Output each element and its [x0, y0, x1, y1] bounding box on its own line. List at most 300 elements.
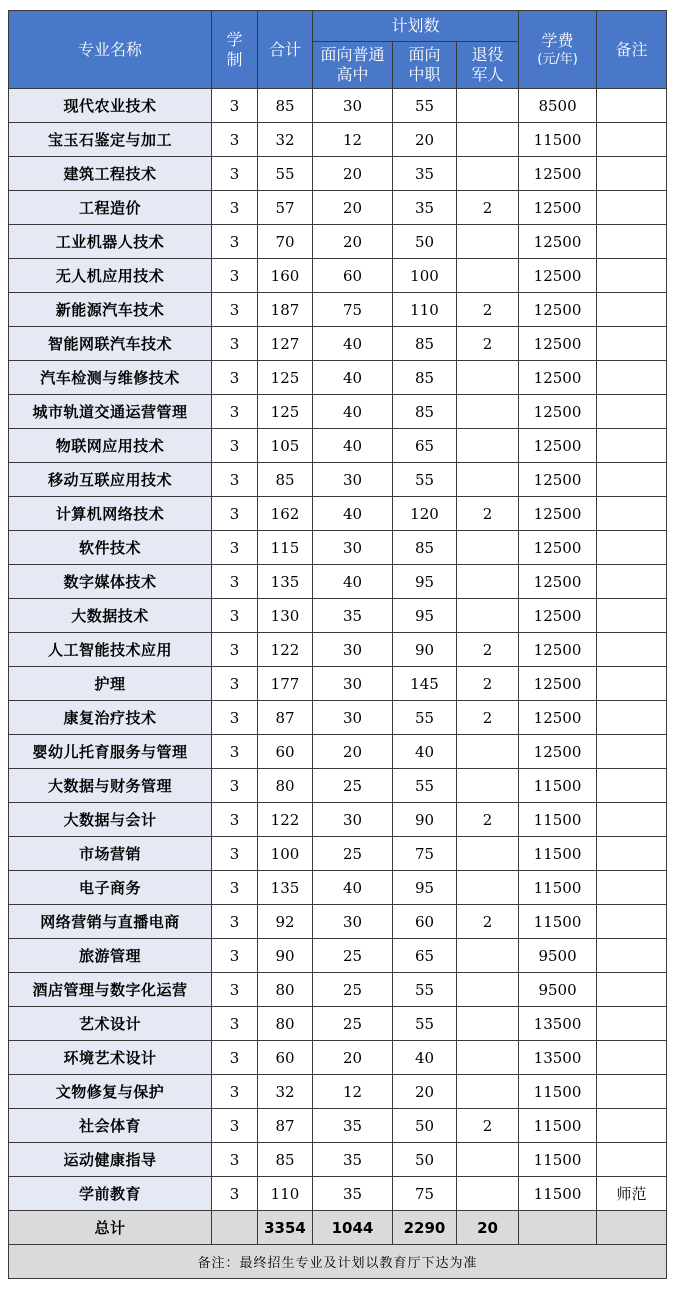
cell-plan-zz: 95 — [393, 565, 457, 599]
cell-plan-gz: 75 — [313, 293, 393, 327]
cell-total: 55 — [258, 157, 313, 191]
cell-major: 康复治疗技术 — [9, 701, 212, 735]
cell-plan-gz: 30 — [313, 531, 393, 565]
table-row — [9, 429, 667, 463]
cell-plan-zz: 55 — [393, 973, 457, 1007]
cell-plan-gz: 30 — [313, 463, 393, 497]
cell-note — [597, 1143, 667, 1177]
cell-plan-zz: 40 — [393, 735, 457, 769]
table-row — [9, 905, 667, 939]
cell-xuezhi: 3 — [212, 667, 258, 701]
cell-plan-ty — [457, 259, 519, 293]
cell-total: 57 — [258, 191, 313, 225]
cell-fee: 11500 — [519, 871, 597, 905]
cell-total: 125 — [258, 395, 313, 429]
cell-fee: 11500 — [519, 769, 597, 803]
cell-plan-gz: 20 — [313, 1041, 393, 1075]
cell-fee: 11500 — [519, 905, 597, 939]
cell-fee: 13500 — [519, 1007, 597, 1041]
cell-plan-ty — [457, 837, 519, 871]
cell-xuezhi: 3 — [212, 871, 258, 905]
cell-plan-ty: 2 — [457, 1109, 519, 1143]
cell-fee: 12500 — [519, 701, 597, 735]
cell-major: 大数据与财务管理 — [9, 769, 212, 803]
cell-note — [597, 531, 667, 565]
cell-xuezhi: 3 — [212, 973, 258, 1007]
cell-plan-zz: 65 — [393, 939, 457, 973]
table-row — [9, 701, 667, 735]
cell-total: 85 — [258, 1143, 313, 1177]
cell-fee: 12500 — [519, 531, 597, 565]
table-row — [9, 769, 667, 803]
table-row — [9, 837, 667, 871]
cell-plan-ty — [457, 429, 519, 463]
cell-plan-ty — [457, 463, 519, 497]
cell-plan-gz: 40 — [313, 327, 393, 361]
cell-xuezhi: 3 — [212, 1177, 258, 1211]
cell-note — [597, 633, 667, 667]
footer-note: 备注：最终招生专业及计划以教育厅下达为准 — [9, 1245, 667, 1279]
cell-xuezhi: 3 — [212, 429, 258, 463]
cell-fee: 12500 — [519, 259, 597, 293]
header-xuezhi-text: 学制 — [226, 29, 243, 69]
cell-note — [597, 123, 667, 157]
table-row — [9, 1075, 667, 1109]
table-row — [9, 497, 667, 531]
totals-note — [597, 1211, 667, 1245]
cell-fee: 12500 — [519, 599, 597, 633]
cell-major: 旅游管理 — [9, 939, 212, 973]
cell-major: 宝玉石鉴定与加工 — [9, 123, 212, 157]
totals-label: 总计 — [9, 1211, 212, 1245]
header-major: 专业名称 — [9, 11, 212, 89]
cell-xuezhi: 3 — [212, 293, 258, 327]
cell-total: 135 — [258, 565, 313, 599]
cell-note — [597, 939, 667, 973]
cell-note — [597, 667, 667, 701]
cell-fee: 11500 — [519, 1143, 597, 1177]
table-row — [9, 531, 667, 565]
table-row — [9, 1109, 667, 1143]
cell-plan-ty — [457, 769, 519, 803]
cell-note — [597, 769, 667, 803]
cell-plan-zz: 35 — [393, 191, 457, 225]
header-plan-gz — [313, 42, 393, 89]
cell-note — [597, 1007, 667, 1041]
cell-note — [597, 701, 667, 735]
cell-plan-zz: 55 — [393, 769, 457, 803]
cell-plan-gz: 25 — [313, 837, 393, 871]
cell-xuezhi: 3 — [212, 327, 258, 361]
cell-xuezhi: 3 — [212, 89, 258, 123]
cell-plan-ty: 2 — [457, 191, 519, 225]
cell-plan-ty: 2 — [457, 633, 519, 667]
cell-note — [597, 871, 667, 905]
cell-xuezhi: 3 — [212, 123, 258, 157]
cell-note — [597, 1075, 667, 1109]
cell-plan-ty — [457, 1177, 519, 1211]
cell-total: 122 — [258, 633, 313, 667]
cell-total: 60 — [258, 735, 313, 769]
cell-plan-ty — [457, 123, 519, 157]
cell-xuezhi: 3 — [212, 361, 258, 395]
enrollment-plan-table-container — [8, 10, 666, 1279]
cell-total: 110 — [258, 1177, 313, 1211]
header-plan: 计划数 — [313, 11, 519, 42]
cell-plan-gz: 30 — [313, 803, 393, 837]
header-fee-unit: (元/年) — [537, 51, 578, 67]
cell-plan-gz: 40 — [313, 565, 393, 599]
cell-plan-ty — [457, 1075, 519, 1109]
cell-plan-zz: 95 — [393, 871, 457, 905]
cell-plan-gz: 30 — [313, 905, 393, 939]
cell-plan-zz: 110 — [393, 293, 457, 327]
cell-plan-ty — [457, 225, 519, 259]
cell-plan-ty — [457, 939, 519, 973]
cell-plan-ty: 2 — [457, 803, 519, 837]
cell-plan-gz: 35 — [313, 599, 393, 633]
cell-plan-gz: 30 — [313, 633, 393, 667]
cell-plan-ty — [457, 1041, 519, 1075]
cell-total: 70 — [258, 225, 313, 259]
cell-note — [597, 803, 667, 837]
cell-plan-zz: 50 — [393, 225, 457, 259]
cell-fee: 12500 — [519, 429, 597, 463]
header-plan-zz-text: 面向中职 — [408, 45, 441, 84]
table-row — [9, 1177, 667, 1211]
cell-plan-gz: 30 — [313, 701, 393, 735]
cell-xuezhi: 3 — [212, 463, 258, 497]
cell-fee: 11500 — [519, 803, 597, 837]
cell-major: 移动互联应用技术 — [9, 463, 212, 497]
cell-xuezhi: 3 — [212, 1143, 258, 1177]
cell-fee: 12500 — [519, 735, 597, 769]
cell-note — [597, 259, 667, 293]
cell-fee: 13500 — [519, 1041, 597, 1075]
cell-total: 87 — [258, 1109, 313, 1143]
cell-plan-zz: 60 — [393, 905, 457, 939]
table-row — [9, 225, 667, 259]
cell-note — [597, 497, 667, 531]
table-row — [9, 633, 667, 667]
cell-major: 婴幼儿托育服务与管理 — [9, 735, 212, 769]
cell-plan-gz: 40 — [313, 429, 393, 463]
cell-major: 文物修复与保护 — [9, 1075, 212, 1109]
cell-plan-zz: 55 — [393, 89, 457, 123]
cell-total: 125 — [258, 361, 313, 395]
cell-fee: 12500 — [519, 157, 597, 191]
cell-plan-zz: 85 — [393, 327, 457, 361]
table-row — [9, 157, 667, 191]
cell-plan-gz: 40 — [313, 395, 393, 429]
cell-major: 智能网联汽车技术 — [9, 327, 212, 361]
cell-plan-zz: 55 — [393, 701, 457, 735]
cell-plan-gz: 25 — [313, 1007, 393, 1041]
header-plan-ty-text: 退役军人 — [471, 45, 504, 84]
cell-total: 80 — [258, 973, 313, 1007]
cell-xuezhi: 3 — [212, 1007, 258, 1041]
table-row — [9, 293, 667, 327]
cell-major: 工程造价 — [9, 191, 212, 225]
cell-total: 60 — [258, 1041, 313, 1075]
cell-note — [597, 327, 667, 361]
header-plan-zz — [393, 42, 457, 89]
cell-major: 运动健康指导 — [9, 1143, 212, 1177]
cell-plan-zz: 20 — [393, 123, 457, 157]
cell-note — [597, 191, 667, 225]
table-row — [9, 395, 667, 429]
cell-note — [597, 89, 667, 123]
cell-plan-zz: 145 — [393, 667, 457, 701]
table-row — [9, 463, 667, 497]
cell-plan-gz: 25 — [313, 973, 393, 1007]
cell-total: 122 — [258, 803, 313, 837]
cell-plan-ty — [457, 871, 519, 905]
cell-plan-gz: 20 — [313, 191, 393, 225]
cell-plan-ty — [457, 565, 519, 599]
cell-note — [597, 395, 667, 429]
totals-fee — [519, 1211, 597, 1245]
cell-plan-zz: 85 — [393, 531, 457, 565]
cell-plan-ty: 2 — [457, 905, 519, 939]
cell-note — [597, 599, 667, 633]
cell-plan-zz: 85 — [393, 395, 457, 429]
cell-xuezhi: 3 — [212, 157, 258, 191]
cell-major: 大数据与会计 — [9, 803, 212, 837]
table-row — [9, 939, 667, 973]
cell-plan-zz: 55 — [393, 463, 457, 497]
cell-major: 酒店管理与数字化运营 — [9, 973, 212, 1007]
totals-plan-gz: 1044 — [313, 1211, 393, 1245]
cell-plan-gz: 35 — [313, 1143, 393, 1177]
cell-xuezhi: 3 — [212, 1041, 258, 1075]
cell-plan-gz: 35 — [313, 1177, 393, 1211]
header-plan-gz-text: 面向普通高中 — [320, 45, 385, 84]
cell-fee: 9500 — [519, 973, 597, 1007]
cell-total: 87 — [258, 701, 313, 735]
header-xuezhi — [212, 11, 258, 89]
cell-xuezhi: 3 — [212, 565, 258, 599]
cell-plan-ty — [457, 89, 519, 123]
enrollment-plan-table — [8, 10, 667, 1279]
cell-plan-ty: 2 — [457, 327, 519, 361]
cell-plan-zz: 95 — [393, 599, 457, 633]
cell-fee: 12500 — [519, 463, 597, 497]
cell-major: 大数据技术 — [9, 599, 212, 633]
cell-major: 现代农业技术 — [9, 89, 212, 123]
cell-fee: 12500 — [519, 633, 597, 667]
cell-plan-zz: 75 — [393, 1177, 457, 1211]
cell-plan-gz: 30 — [313, 89, 393, 123]
cell-plan-gz: 20 — [313, 157, 393, 191]
cell-note — [597, 361, 667, 395]
cell-total: 85 — [258, 463, 313, 497]
cell-total: 85 — [258, 89, 313, 123]
cell-note — [597, 1109, 667, 1143]
cell-major: 人工智能技术应用 — [9, 633, 212, 667]
header-plan-ty — [457, 42, 519, 89]
table-row — [9, 259, 667, 293]
cell-total: 135 — [258, 871, 313, 905]
table-body — [9, 89, 667, 1279]
totals-plan-ty: 20 — [457, 1211, 519, 1245]
header-note: 备注 — [597, 11, 667, 89]
cell-plan-ty — [457, 395, 519, 429]
cell-plan-ty — [457, 973, 519, 1007]
cell-xuezhi: 3 — [212, 1075, 258, 1109]
cell-fee: 11500 — [519, 1109, 597, 1143]
cell-total: 32 — [258, 1075, 313, 1109]
cell-note — [597, 429, 667, 463]
footer-row — [9, 1245, 667, 1279]
table-row — [9, 1041, 667, 1075]
cell-total: 92 — [258, 905, 313, 939]
table-row — [9, 1143, 667, 1177]
cell-xuezhi: 3 — [212, 701, 258, 735]
cell-plan-ty — [457, 157, 519, 191]
cell-fee: 11500 — [519, 1075, 597, 1109]
table-row — [9, 735, 667, 769]
cell-plan-zz: 90 — [393, 803, 457, 837]
cell-note — [597, 1041, 667, 1075]
table-row — [9, 565, 667, 599]
cell-plan-ty: 2 — [457, 701, 519, 735]
totals-plan-zz: 2290 — [393, 1211, 457, 1245]
cell-note — [597, 973, 667, 1007]
table-row — [9, 327, 667, 361]
cell-note: 师范 — [597, 1177, 667, 1211]
cell-plan-gz: 60 — [313, 259, 393, 293]
cell-fee: 12500 — [519, 361, 597, 395]
cell-xuezhi: 3 — [212, 803, 258, 837]
header-total: 合计 — [258, 11, 313, 89]
cell-fee: 12500 — [519, 225, 597, 259]
cell-note — [597, 293, 667, 327]
cell-plan-zz: 90 — [393, 633, 457, 667]
cell-plan-ty — [457, 361, 519, 395]
cell-plan-zz: 100 — [393, 259, 457, 293]
cell-major: 城市轨道交通运营管理 — [9, 395, 212, 429]
cell-note — [597, 463, 667, 497]
cell-plan-gz: 30 — [313, 667, 393, 701]
cell-plan-zz: 35 — [393, 157, 457, 191]
cell-plan-ty: 2 — [457, 293, 519, 327]
cell-fee: 11500 — [519, 837, 597, 871]
cell-plan-gz: 25 — [313, 769, 393, 803]
cell-major: 电子商务 — [9, 871, 212, 905]
cell-plan-gz: 25 — [313, 939, 393, 973]
cell-plan-gz: 20 — [313, 735, 393, 769]
cell-xuezhi: 3 — [212, 395, 258, 429]
cell-plan-ty — [457, 599, 519, 633]
totals-xuezhi — [212, 1211, 258, 1245]
cell-xuezhi: 3 — [212, 225, 258, 259]
cell-major: 计算机网络技术 — [9, 497, 212, 531]
cell-plan-gz: 20 — [313, 225, 393, 259]
cell-total: 160 — [258, 259, 313, 293]
cell-major: 汽车检测与维修技术 — [9, 361, 212, 395]
cell-xuezhi: 3 — [212, 599, 258, 633]
cell-major: 护理 — [9, 667, 212, 701]
cell-xuezhi: 3 — [212, 769, 258, 803]
cell-xuezhi: 3 — [212, 633, 258, 667]
cell-major: 工业机器人技术 — [9, 225, 212, 259]
cell-plan-zz: 85 — [393, 361, 457, 395]
table-row — [9, 1007, 667, 1041]
cell-plan-gz: 12 — [313, 1075, 393, 1109]
cell-major: 网络营销与直播电商 — [9, 905, 212, 939]
cell-note — [597, 225, 667, 259]
cell-plan-gz: 12 — [313, 123, 393, 157]
cell-plan-zz: 65 — [393, 429, 457, 463]
cell-xuezhi: 3 — [212, 939, 258, 973]
cell-plan-zz: 40 — [393, 1041, 457, 1075]
cell-fee: 11500 — [519, 123, 597, 157]
cell-fee: 12500 — [519, 667, 597, 701]
cell-major: 艺术设计 — [9, 1007, 212, 1041]
cell-plan-zz: 20 — [393, 1075, 457, 1109]
cell-major: 市场营销 — [9, 837, 212, 871]
totals-row — [9, 1211, 667, 1245]
cell-plan-zz: 50 — [393, 1109, 457, 1143]
cell-plan-ty — [457, 735, 519, 769]
cell-total: 127 — [258, 327, 313, 361]
table-row — [9, 667, 667, 701]
cell-total: 162 — [258, 497, 313, 531]
cell-fee: 12500 — [519, 191, 597, 225]
cell-major: 新能源汽车技术 — [9, 293, 212, 327]
cell-fee: 12500 — [519, 565, 597, 599]
cell-total: 32 — [258, 123, 313, 157]
cell-plan-ty: 2 — [457, 667, 519, 701]
cell-xuezhi: 3 — [212, 191, 258, 225]
header-fee — [519, 11, 597, 89]
cell-major: 建筑工程技术 — [9, 157, 212, 191]
cell-total: 130 — [258, 599, 313, 633]
cell-plan-zz: 50 — [393, 1143, 457, 1177]
cell-fee: 12500 — [519, 395, 597, 429]
cell-xuezhi: 3 — [212, 531, 258, 565]
cell-plan-ty — [457, 531, 519, 565]
table-row — [9, 361, 667, 395]
cell-plan-gz: 40 — [313, 871, 393, 905]
totals-total: 3354 — [258, 1211, 313, 1245]
cell-major: 无人机应用技术 — [9, 259, 212, 293]
cell-plan-gz: 35 — [313, 1109, 393, 1143]
table-row — [9, 803, 667, 837]
cell-plan-ty — [457, 1007, 519, 1041]
cell-plan-gz: 40 — [313, 361, 393, 395]
table-row — [9, 871, 667, 905]
cell-xuezhi: 3 — [212, 905, 258, 939]
cell-plan-ty: 2 — [457, 497, 519, 531]
table-row — [9, 89, 667, 123]
cell-plan-zz: 55 — [393, 1007, 457, 1041]
cell-note — [597, 565, 667, 599]
cell-xuezhi: 3 — [212, 497, 258, 531]
cell-fee: 12500 — [519, 327, 597, 361]
cell-fee: 12500 — [519, 497, 597, 531]
cell-total: 115 — [258, 531, 313, 565]
cell-fee: 8500 — [519, 89, 597, 123]
cell-fee: 11500 — [519, 1177, 597, 1211]
cell-major: 学前教育 — [9, 1177, 212, 1211]
cell-plan-zz: 120 — [393, 497, 457, 531]
cell-xuezhi: 3 — [212, 259, 258, 293]
cell-total: 80 — [258, 769, 313, 803]
cell-total: 177 — [258, 667, 313, 701]
cell-note — [597, 837, 667, 871]
